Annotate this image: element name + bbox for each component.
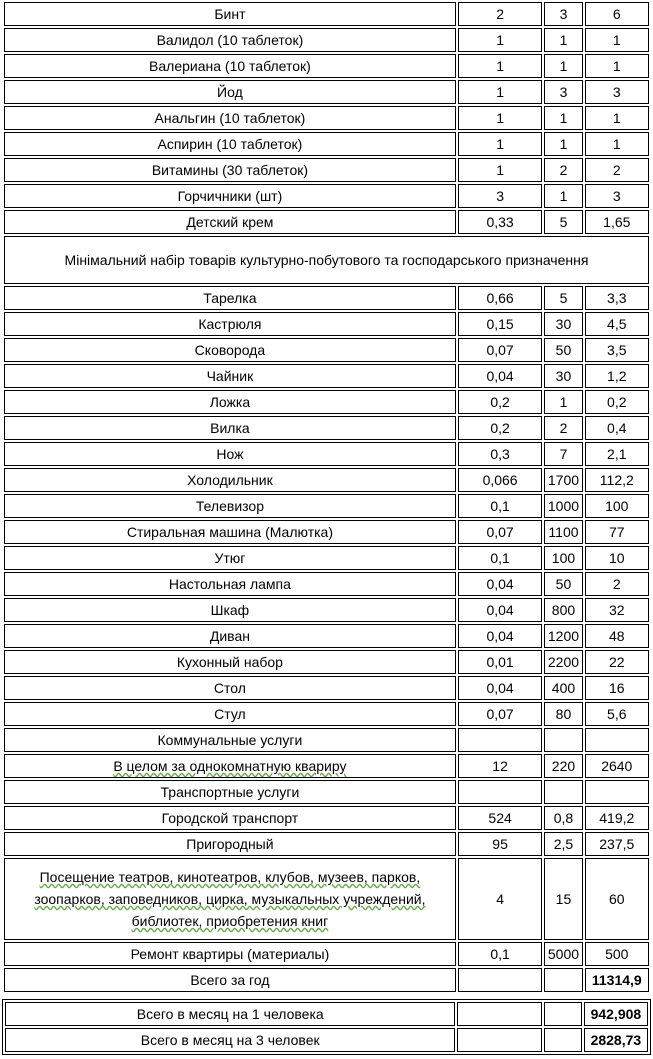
price-cell: 400 bbox=[544, 676, 582, 700]
item-name: Коммунальные услуги bbox=[4, 728, 456, 752]
item-name: Горчичники (шт) bbox=[4, 184, 456, 208]
price-cell: 15 bbox=[544, 858, 582, 940]
price-cell: 80 bbox=[544, 702, 582, 726]
totals-body bbox=[5, 1002, 648, 1052]
quantity-cell: 0,07 bbox=[458, 702, 543, 726]
price-cell: 30 bbox=[544, 364, 582, 388]
item-name: Пригородный bbox=[4, 832, 456, 856]
item-name: Посещение театров, кинотеатров, клубов, музеев, парков, зоопарков, заповедников, цирка, музыкальных учреждений, библиотек, приобретения книг bbox=[4, 858, 456, 940]
quantity-cell: 0,1 bbox=[458, 942, 543, 966]
table-row bbox=[4, 286, 649, 310]
table-row bbox=[4, 468, 649, 492]
sum-cell: 500 bbox=[585, 942, 649, 966]
price-cell: 7 bbox=[544, 442, 582, 466]
price-cell: 100 bbox=[544, 546, 582, 570]
sum-cell: 2,1 bbox=[585, 442, 649, 466]
empty-cell bbox=[544, 1002, 582, 1026]
table-row bbox=[4, 442, 649, 466]
table-row bbox=[4, 942, 649, 966]
item-name: Стол bbox=[4, 676, 456, 700]
table-row bbox=[4, 598, 649, 622]
price-cell: 800 bbox=[544, 598, 582, 622]
table-row bbox=[4, 158, 649, 182]
item-name: Стул bbox=[4, 702, 456, 726]
sum-cell: 237,5 bbox=[585, 832, 649, 856]
quantity-cell: 0,3 bbox=[458, 442, 543, 466]
item-name: Нож bbox=[4, 442, 456, 466]
quantity-cell: 0,04 bbox=[458, 364, 543, 388]
item-name: Ложка bbox=[4, 390, 456, 414]
price-cell: 5 bbox=[544, 210, 582, 234]
table-row bbox=[4, 754, 649, 778]
price-cell bbox=[544, 728, 582, 752]
item-name: Аспирин (10 таблеток) bbox=[4, 132, 456, 156]
item-name: Транспортные услуги bbox=[4, 780, 456, 804]
quantity-cell: 1 bbox=[458, 158, 543, 182]
item-name: Диван bbox=[4, 624, 456, 648]
section-header-row bbox=[4, 236, 649, 284]
sum-cell: 6 bbox=[585, 2, 649, 26]
price-cell: 3 bbox=[544, 2, 582, 26]
sum-cell: 1,2 bbox=[585, 364, 649, 388]
quantity-cell: 0,066 bbox=[458, 468, 543, 492]
item-name: Городской транспорт bbox=[4, 806, 456, 830]
sum-cell: 48 bbox=[585, 624, 649, 648]
table-row bbox=[4, 312, 649, 336]
sum-cell: 5,6 bbox=[585, 702, 649, 726]
table-row bbox=[4, 416, 649, 440]
price-cell: 1000 bbox=[544, 494, 582, 518]
sum-cell: 1,65 bbox=[585, 210, 649, 234]
item-name: Телевизор bbox=[4, 494, 456, 518]
empty-cell bbox=[544, 968, 582, 992]
table-row bbox=[4, 54, 649, 78]
table-row bbox=[4, 650, 649, 674]
item-name: Витамины (30 таблеток) bbox=[4, 158, 456, 182]
item-name: Чайник bbox=[4, 364, 456, 388]
item-name: Всего за год bbox=[4, 968, 456, 992]
item-name: Холодильник bbox=[4, 468, 456, 492]
table-row bbox=[4, 702, 649, 726]
table-row bbox=[4, 210, 649, 234]
price-cell: 1 bbox=[544, 106, 582, 130]
price-cell: 2 bbox=[544, 416, 582, 440]
price-cell: 30 bbox=[544, 312, 582, 336]
price-cell: 220 bbox=[544, 754, 582, 778]
table-row bbox=[4, 832, 649, 856]
year-total-row bbox=[4, 968, 649, 992]
item-name: Йод bbox=[4, 80, 456, 104]
sum-cell: 2828,73 bbox=[584, 1028, 648, 1052]
item-name: Всего в месяц на 1 человека bbox=[5, 1002, 455, 1026]
quantity-cell: 0,04 bbox=[458, 624, 543, 648]
item-name: Бинт bbox=[4, 2, 456, 26]
quantity-cell bbox=[458, 728, 543, 752]
sum-cell: 22 bbox=[585, 650, 649, 674]
quantity-cell: 0,07 bbox=[458, 520, 543, 544]
price-cell: 1 bbox=[544, 132, 582, 156]
price-cell: 1 bbox=[544, 54, 582, 78]
sum-cell: 11314,9 bbox=[585, 968, 649, 992]
item-name: Детский крем bbox=[4, 210, 456, 234]
table-row bbox=[4, 572, 649, 596]
quantity-cell: 0,04 bbox=[458, 598, 543, 622]
table-row bbox=[4, 728, 649, 752]
quantity-cell: 4 bbox=[458, 858, 543, 940]
table-row bbox=[4, 780, 649, 804]
price-cell: 0,8 bbox=[544, 806, 582, 830]
table-row bbox=[4, 132, 649, 156]
item-name: Вилка bbox=[4, 416, 456, 440]
quantity-cell: 0,01 bbox=[458, 650, 543, 674]
table-row bbox=[4, 494, 649, 518]
quantity-cell: 1 bbox=[458, 28, 543, 52]
quantity-cell: 1 bbox=[458, 106, 543, 130]
sum-cell: 942,908 bbox=[584, 1002, 648, 1026]
sum-cell: 16 bbox=[585, 676, 649, 700]
sum-cell: 10 bbox=[585, 546, 649, 570]
sum-cell: 1 bbox=[585, 28, 649, 52]
price-cell: 50 bbox=[544, 572, 582, 596]
totals-table bbox=[2, 999, 651, 1055]
price-cell: 1 bbox=[544, 390, 582, 414]
section-title: Мінімальний набір товарів культурно-побутового та господарського призначення bbox=[4, 236, 649, 284]
item-name: Шкаф bbox=[4, 598, 456, 622]
empty-cell bbox=[457, 1028, 541, 1052]
item-name: В целом за однокомнатную квариру bbox=[4, 754, 456, 778]
sum-cell: 112,2 bbox=[585, 468, 649, 492]
quantity-cell: 95 bbox=[458, 832, 543, 856]
quantity-cell: 1 bbox=[458, 132, 543, 156]
price-cell: 1100 bbox=[544, 520, 582, 544]
item-name: Кухонный набор bbox=[4, 650, 456, 674]
table-row bbox=[4, 338, 649, 362]
quantity-cell: 0,2 bbox=[458, 416, 543, 440]
quantity-cell: 0,2 bbox=[458, 390, 543, 414]
sum-cell: 2 bbox=[585, 572, 649, 596]
sum-cell: 2640 bbox=[585, 754, 649, 778]
item-name: Всего в месяц на 3 человек bbox=[5, 1028, 455, 1052]
quantity-cell: 2 bbox=[458, 2, 543, 26]
table-row bbox=[4, 106, 649, 130]
price-cell: 3 bbox=[544, 80, 582, 104]
quantity-cell: 0,07 bbox=[458, 338, 543, 362]
quantity-cell: 1 bbox=[458, 80, 543, 104]
quantity-cell: 0,15 bbox=[458, 312, 543, 336]
price-cell: 2200 bbox=[544, 650, 582, 674]
sum-cell: 419,2 bbox=[585, 806, 649, 830]
sum-cell: 3,3 bbox=[585, 286, 649, 310]
item-name: Анальгин (10 таблеток) bbox=[4, 106, 456, 130]
expense-table bbox=[2, 0, 651, 994]
quantity-cell: 12 bbox=[458, 754, 543, 778]
empty-cell bbox=[544, 1028, 582, 1052]
monthly-total-row bbox=[5, 1002, 648, 1026]
price-cell: 2 bbox=[544, 158, 582, 182]
price-cell: 5000 bbox=[544, 942, 582, 966]
table-row bbox=[4, 28, 649, 52]
quantity-cell: 3 bbox=[458, 184, 543, 208]
item-name: Кастрюля bbox=[4, 312, 456, 336]
price-cell: 2,5 bbox=[544, 832, 582, 856]
sum-cell: 3,5 bbox=[585, 338, 649, 362]
sum-cell: 4,5 bbox=[585, 312, 649, 336]
price-cell: 1200 bbox=[544, 624, 582, 648]
quantity-cell: 524 bbox=[458, 806, 543, 830]
sum-cell: 1 bbox=[585, 106, 649, 130]
price-cell bbox=[544, 780, 582, 804]
sum-cell bbox=[585, 780, 649, 804]
quantity-cell: 0,04 bbox=[458, 676, 543, 700]
item-name: Тарелка bbox=[4, 286, 456, 310]
sum-cell: 100 bbox=[585, 494, 649, 518]
price-cell: 1 bbox=[544, 184, 582, 208]
sum-cell: 3 bbox=[585, 80, 649, 104]
table-row bbox=[4, 80, 649, 104]
monthly-total-row bbox=[5, 1028, 648, 1052]
table-row bbox=[4, 676, 649, 700]
table-row bbox=[4, 858, 649, 940]
sum-cell bbox=[585, 728, 649, 752]
item-name: Утюг bbox=[4, 546, 456, 570]
quantity-cell: 0,33 bbox=[458, 210, 543, 234]
price-cell: 1 bbox=[544, 28, 582, 52]
empty-cell bbox=[457, 1002, 541, 1026]
quantity-cell bbox=[458, 780, 543, 804]
item-name: Ремонт квартиры (материалы) bbox=[4, 942, 456, 966]
table-body bbox=[4, 2, 649, 992]
table-row bbox=[4, 2, 649, 26]
price-cell: 5 bbox=[544, 286, 582, 310]
item-name: Настольная лампа bbox=[4, 572, 456, 596]
quantity-cell: 0,66 bbox=[458, 286, 543, 310]
sum-cell: 1 bbox=[585, 54, 649, 78]
sum-cell: 1 bbox=[585, 132, 649, 156]
table-row bbox=[4, 520, 649, 544]
table-row bbox=[4, 390, 649, 414]
sum-cell: 77 bbox=[585, 520, 649, 544]
sum-cell: 0,4 bbox=[585, 416, 649, 440]
sum-cell: 60 bbox=[585, 858, 649, 940]
item-name: Сковорода bbox=[4, 338, 456, 362]
table-row bbox=[4, 184, 649, 208]
item-name: Валидол (10 таблеток) bbox=[4, 28, 456, 52]
quantity-cell: 0,04 bbox=[458, 572, 543, 596]
item-name: Стиральная машина (Малютка) bbox=[4, 520, 456, 544]
sum-cell: 2 bbox=[585, 158, 649, 182]
table-row bbox=[4, 624, 649, 648]
sum-cell: 3 bbox=[585, 184, 649, 208]
sum-cell: 0,2 bbox=[585, 390, 649, 414]
quantity-cell: 1 bbox=[458, 54, 543, 78]
price-cell: 50 bbox=[544, 338, 582, 362]
table-row bbox=[4, 364, 649, 388]
table-row bbox=[4, 546, 649, 570]
empty-cell bbox=[458, 968, 543, 992]
price-cell: 1700 bbox=[544, 468, 582, 492]
table-row bbox=[4, 806, 649, 830]
quantity-cell: 0,1 bbox=[458, 494, 543, 518]
item-name: Валериана (10 таблеток) bbox=[4, 54, 456, 78]
sum-cell: 32 bbox=[585, 598, 649, 622]
quantity-cell: 0,1 bbox=[458, 546, 543, 570]
